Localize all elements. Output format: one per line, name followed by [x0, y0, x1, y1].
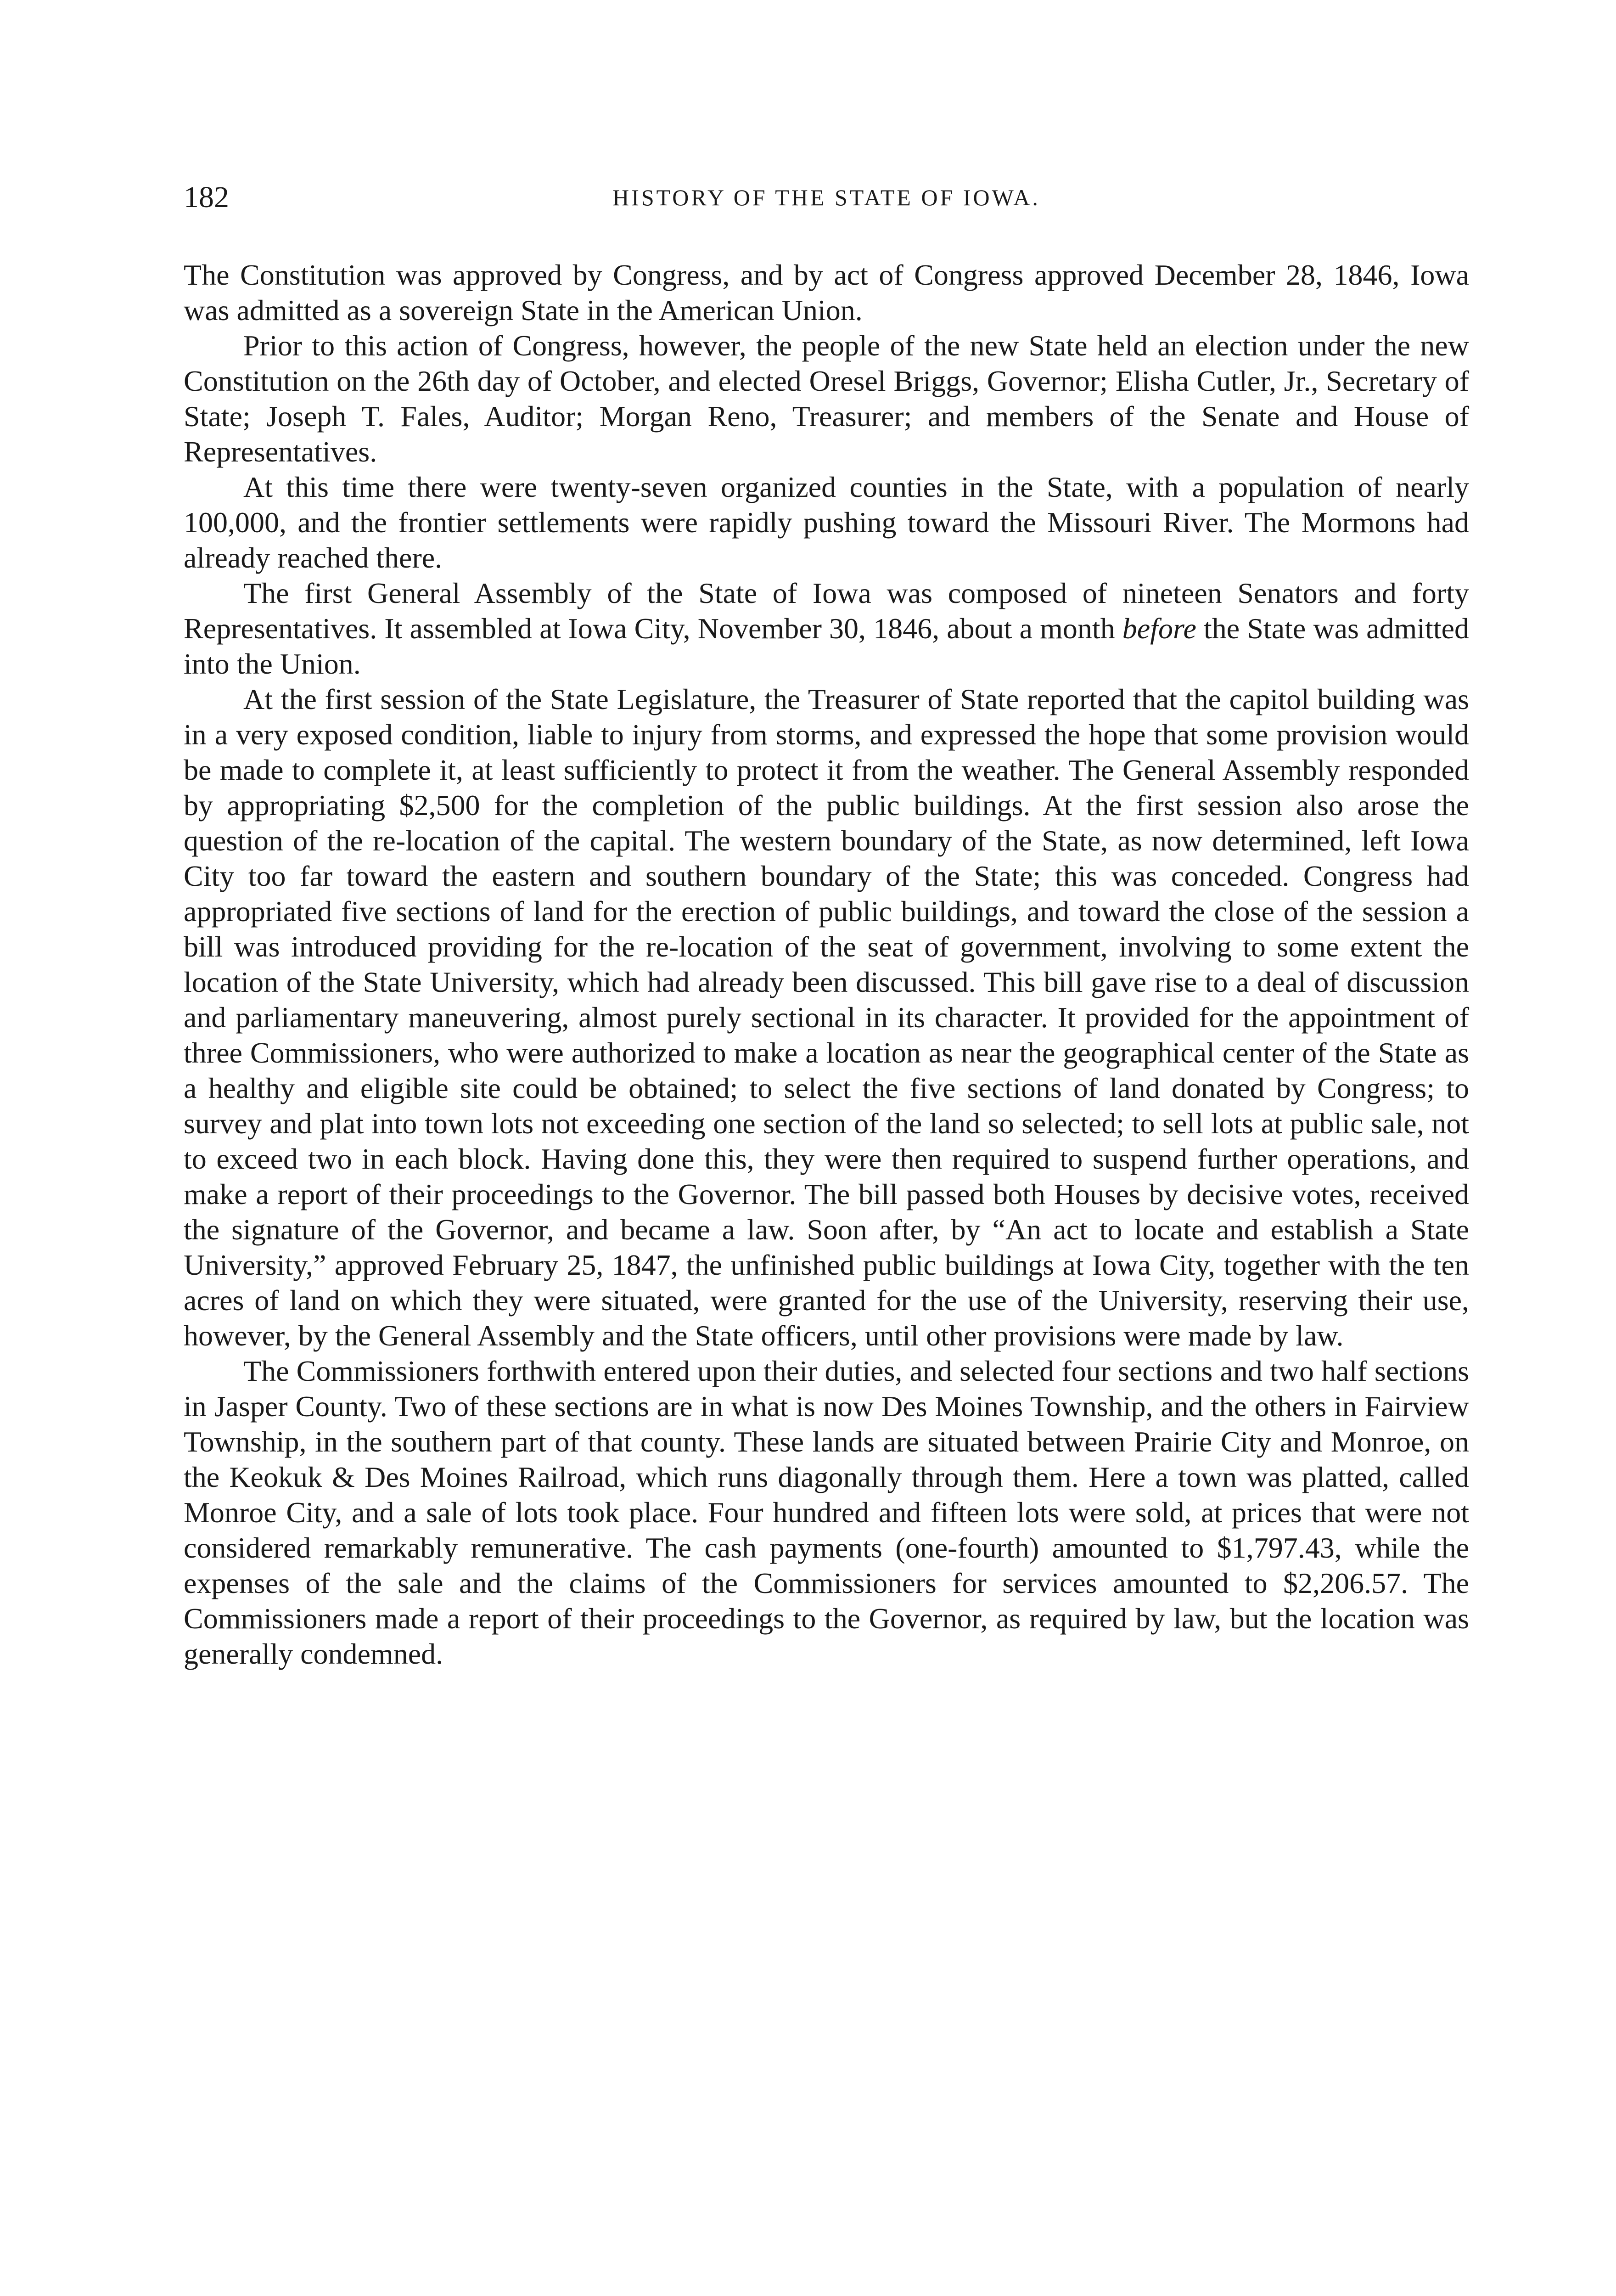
paragraph-6: The Commissioners forthwith entered upon their duties, and selected four sections and two half sections in Jasper County. Two of these sections are in what is now Des Moines Township, and the others in Fairview Township, in the southern part of that county. These lands are situated between Prairie City and Monroe, on the Keokuk & Des Moines Railroad, which runs diagonally through them. Here a town was platted, called Monroe City, and a sale of lots took place. Four hundred and fifteen lots were sold, at prices that were not considered remarkably remunerative. The cash payments (one-fourth) amounted to $1,797.43, while the expenses of the sale and the claims of the Commissioners for services amounted to $2,206.57. The Commissioners made a report of their proceedings to the Governor, as required by law, but the location was generally condemned.	[184, 1355, 1469, 1670]
paragraph-4-text-after: the State was admitted into the Union.	[184, 612, 1469, 680]
running-title: HISTORY OF THE STATE OF IOWA.	[612, 185, 1040, 210]
document-page	[184, 170, 1469, 1671]
body-text	[184, 257, 1469, 1671]
paragraph-4-text-before: The first General Assembly of the State of Iowa was composed of nineteen Senators and forty Representatives. It assembled at Iowa City, November 30, 1846, about a month	[184, 577, 1469, 645]
paragraph-5: At the first session of the State Legislature, the Treasurer of State reported that the capitol building was in a very exposed condition, liable to injury from storms, and expressed the hope that some provision would be made to complete it, at least sufficiently to protect it from the weather. The General Assembly responded by appropriating $2,500 for the completion of the public buildings. At the first session also arose the question of the re-location of the capital. The western boundary of the State, as now determined, left Iowa City too far toward the eastern and southern boundary of the State; this was conceded. Congress had appropriated five sections of land for the erection of public buildings, and toward the close of the session a bill was introduced providing for the re-location of the seat of government, involving to some extent the location of the State University, which had already been discussed. This bill gave rise to a deal of discussion and parliamentary maneuvering, almost purely sectional in its character. It provided for the appointment of three Commissioners, who were authorized to make a location as near the geographical center of the State as a healthy and eligible site could be obtained; to select the five sections of land donated by Congress; to survey and plat into town lots not exceeding one section of the land so selected; to sell lots at public sale, not to exceed two in each block. Having done this, they were then required to suspend further operations, and make a report of their proceedings to the Governor. The bill passed both Houses by decisive votes, received the signature of the Governor, and became a law. Soon after, by “An act to locate and establish a State University,” approved February 25, 1847, the unfinished public buildings at Iowa City, together with the ten acres of land on which they were situated, were granted for the use of the University, reserving their use, however, by the General Assembly and the State officers, until other provisions were made by law.	[184, 683, 1469, 1352]
paragraph-4	[184, 575, 1469, 681]
paragraph-4-emphasis: before	[1122, 612, 1196, 645]
paragraph-1: The Constitution was approved by Congress, and by act of Congress approved December 28, 1846, Iowa was admitted as a sovereign State in the American Union.	[184, 259, 1469, 326]
paragraph-2: Prior to this action of Congress, however, the people of the new State held an election under the new Constitution on the 26th day of October, and elected Oresel Briggs, Governor; Elisha Cutler, Jr., Secretary of State; Joseph T. Fales, Auditor; Morgan Reno, Treasurer; and members of the Senate and House of Representatives.	[184, 329, 1469, 468]
paragraph-3: At this time there were twenty-seven organized counties in the State, with a population of nearly 100,000, and the frontier settlements were rapidly pushing toward the Missouri River. The Mormons had already reached there.	[184, 471, 1469, 574]
running-head	[184, 170, 1469, 225]
page-number: 182	[184, 180, 229, 214]
